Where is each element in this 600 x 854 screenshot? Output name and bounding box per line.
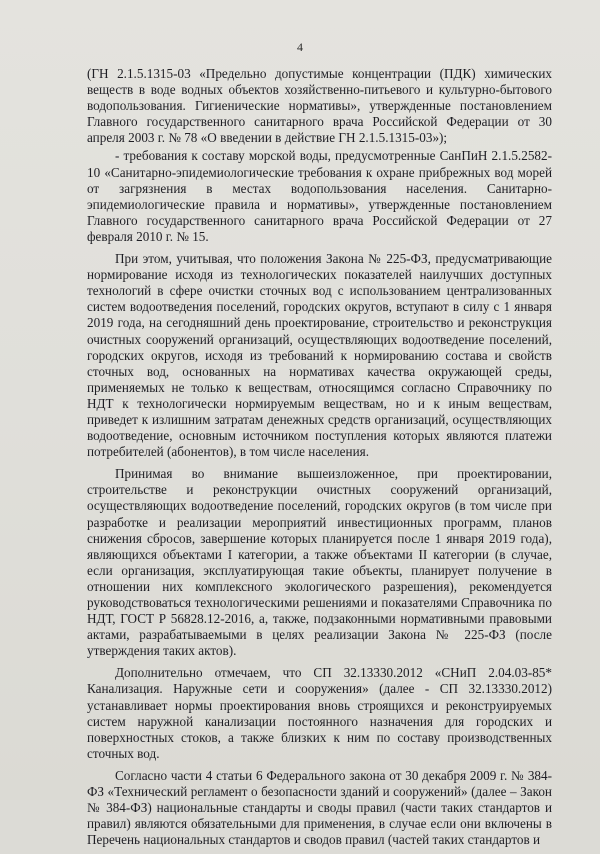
paragraph-sea-water-requirements: - требования к составу морской воды, предусмотренные СанПиН 2.1.5.2582-10 «Санитарно-эпидемиологические требования к охране прибрежных вод морей от загрязнения в местах водопользования населения. Санитарно-эпидемиологические правила и нормативы», утвержденные постановлением Главного государственного санитарного врача Российской Федерации от 27 февраля 2010 г. № 15. <box>87 148 552 244</box>
document-body <box>87 66 552 854</box>
paragraph-recommendation: Принимая во внимание вышеизложенное, при проектировании, строительстве и реконструкции очистных сооружений организаций, осуществляющих водоотведение поселений, городских округов (в том числе при разработке и реализации мероприятий инвестиционных программ, планов снижения сбросов, завершение которых планируется после 1 января 2019 года), являющихся объектами I категории, а также объектами II категории (в случае, если организация, эксплуатирующая такие объекты, планирует получение в отношении них комплексного экологического разрешения), рекомендуется руководствоваться технологическими решениями и показателями Справочника по НДТ, ГОСТ Р 56828.12-2016, а, также, подзаконными нормативными правовыми актами, разрабатываемыми в целях реализации Закона № 225-ФЗ (после утверждения таких актов). <box>87 466 552 659</box>
paragraph-gn-standard: (ГН 2.1.5.1315-03 «Предельно допустимые концентрации (ПДК) химических веществ в воде водных объектов хозяйственно-питьевого и культурно-бытового водопользования. Гигиенические нормативы», утвержденные постановлением Главного государственного санитарного врача Российской Федерации от 30 апреля 2003 г. № 78 «О введении в действие ГН 2.1.5.1315-03»); <box>87 66 552 146</box>
page-number: 4 <box>297 40 303 54</box>
paragraph-law-225-fz: При этом, учитывая, что положения Закона № 225-ФЗ, предусматривающие нормирование исходя из технологических показателей наилучших доступных технологий в сфере очистки сточных вод с использованием централизованных систем водоотведения поселений, городских округов, вступают в силу с 1 января 2019 года, на сегодняшний день проектирование, строительство и реконструкция очистных сооружений организаций, осуществляющих водоотведение поселений, городских округов, исходя из требований к нормированию состава и свойств сточных вод, основанных на нормативах качества окружающей среды, применяемых не только к веществам, относящимся согласно Справочнику по НДТ к технологически нормируемым веществам, но и к иным веществам, приведет к излишним затратам денежных средств организаций, осуществляющих водоотведение, основным источником поступления которых являются платежи потребителей (абонентов), в том числе населения. <box>87 251 552 460</box>
paragraph-law-384-fz: Согласно части 4 статьи 6 Федерального закона от 30 декабря 2009 г. № 384-ФЗ «Технический регламент о безопасности зданий и сооружений» (далее – Закон № 384-ФЗ) национальные стандарты и своды правил (части таких стандартов и правил) являются обязательными для применения, в случае если они включены в Перечень национальных стандартов и сводов правил (частей таких стандартов и <box>87 767 552 848</box>
paragraph-sp-32-13330: Дополнительно отмечаем, что СП 32.13330.2012 «СНиП 2.04.03-85* Канализация. Наружные сети и сооружения» (далее - СП 32.13330.2012) устанавливает нормы проектирования вновь строящихся и реконструируемых систем наружной канализации постоянного назначения для городских и поверхностных стоков, а также близких к ним по составу производственных сточных вод. <box>87 665 552 761</box>
